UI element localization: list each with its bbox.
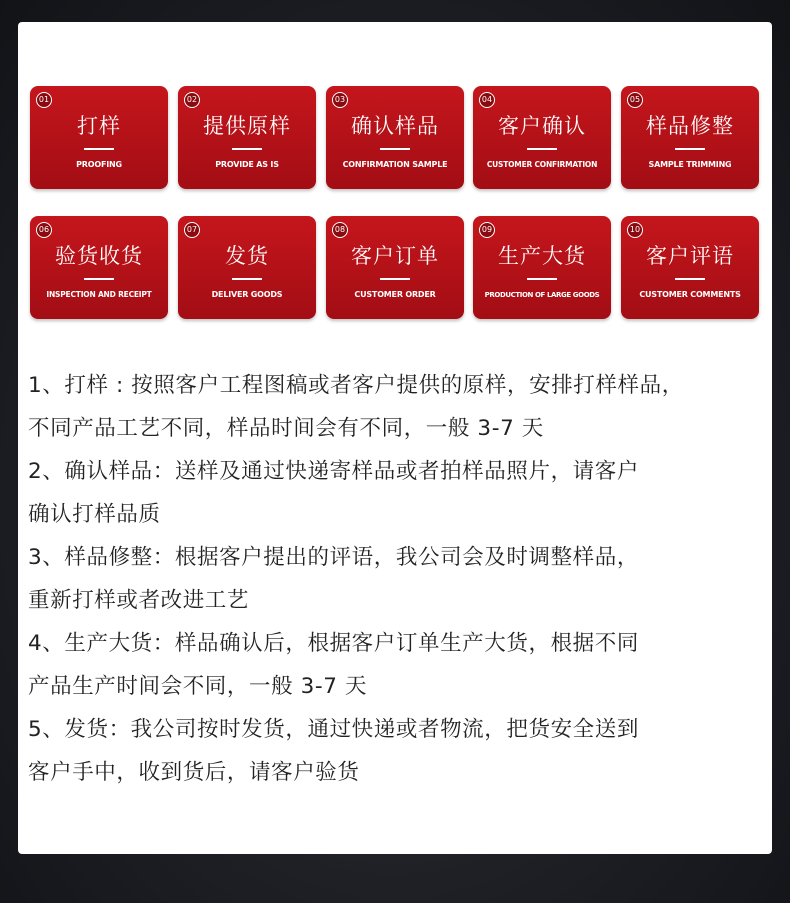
description-line: 4、生产大货：样品确认后，根据客户订单生产大货，根据不同 (28, 631, 639, 656)
step-number-badge: 02 (184, 92, 200, 108)
step-divider (380, 148, 410, 150)
step-title: 样品修整 (646, 114, 734, 138)
step-title: 生产大货 (498, 244, 586, 268)
process-description (28, 364, 768, 794)
step-subtitle: CONFIRMATION SAMPLE (342, 160, 448, 169)
step-divider (232, 148, 262, 150)
step-divider (380, 278, 410, 280)
description-line: 确认打样品质 (28, 502, 161, 527)
step-subtitle: PROVIDE AS IS (215, 160, 279, 169)
content-panel (18, 22, 772, 854)
step-title: 提供原样 (203, 114, 291, 138)
step-number-badge: 05 (627, 92, 643, 108)
step-title: 打样 (77, 114, 121, 138)
description-line: 5、发货：我公司按时发货，通过快递或者物流，把货安全送到 (28, 717, 639, 742)
step-divider (675, 278, 705, 280)
step-divider (527, 278, 557, 280)
step-card-customer-confirmation (473, 86, 611, 189)
description-line: 产品生产时间会不同，一般 3-7 天 (28, 674, 368, 699)
step-number-badge: 10 (627, 222, 643, 238)
step-subtitle: SAMPLE TRIMMING (648, 160, 732, 169)
step-subtitle: CUSTOMER COMMENTS (639, 290, 741, 299)
step-card-provide-as-is (178, 86, 316, 189)
step-subtitle: PROOFING (76, 160, 122, 169)
step-number-badge: 08 (332, 222, 348, 238)
step-divider (84, 278, 114, 280)
step-title: 发货 (225, 244, 269, 268)
description-line: 1、打样 : 按照客户工程图稿或者客户提供的原样，安排打样样品， (28, 373, 684, 398)
description-line: 客户手中，收到货后，请客户验货 (28, 760, 360, 785)
step-subtitle: CUSTOMER ORDER (354, 290, 436, 299)
description-line: 不同产品工艺不同，样品时间会有不同，一般 3-7 天 (28, 416, 544, 441)
step-divider (527, 148, 557, 150)
step-subtitle: DELIVER GOODS (211, 290, 283, 299)
description-line: 重新打样或者改进工艺 (28, 588, 250, 613)
step-number-badge: 04 (479, 92, 495, 108)
step-card-confirmation-sample (326, 86, 464, 189)
step-subtitle: PRODUCTION OF LARGE GOODS (484, 291, 600, 299)
step-divider (232, 278, 262, 280)
description-line: 2、确认样品：送样及通过快递寄样品或者拍样品照片，请客户 (28, 459, 639, 484)
step-number-badge: 01 (36, 92, 52, 108)
step-title: 确认样品 (351, 114, 439, 138)
step-card-inspection-receipt (30, 216, 168, 319)
step-card-customer-order (326, 216, 464, 319)
step-card-customer-comments (621, 216, 759, 319)
step-divider (675, 148, 705, 150)
step-card-sample-trimming (621, 86, 759, 189)
step-title: 验货收货 (55, 244, 143, 268)
step-subtitle: INSPECTION AND RECEIPT (46, 290, 152, 299)
step-number-badge: 03 (332, 92, 348, 108)
step-title: 客户评语 (646, 244, 734, 268)
description-line: 3、样品修整：根据客户提出的评语，我公司会及时调整样品， (28, 545, 639, 570)
step-card-deliver-goods (178, 216, 316, 319)
step-number-badge: 09 (479, 222, 495, 238)
step-title: 客户订单 (351, 244, 439, 268)
step-divider (84, 148, 114, 150)
step-card-production-large-goods (473, 216, 611, 319)
step-title: 客户确认 (498, 114, 586, 138)
step-number-badge: 06 (36, 222, 52, 238)
step-card-proofing (30, 86, 168, 189)
step-number-badge: 07 (184, 222, 200, 238)
step-subtitle: CUSTOMER CONFIRMATION (486, 160, 598, 169)
